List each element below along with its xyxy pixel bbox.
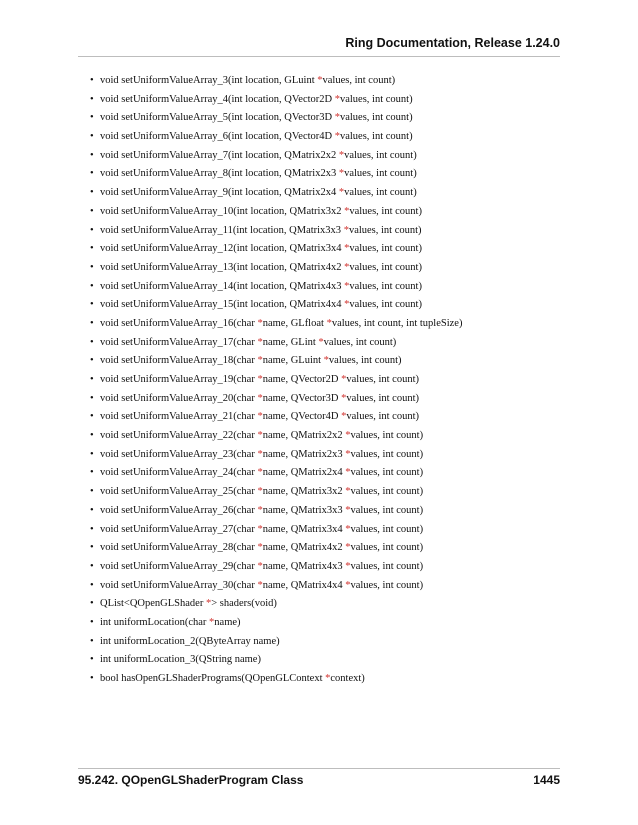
bullet-icon: • xyxy=(90,317,94,329)
bullet-icon: • xyxy=(90,542,94,554)
signature-text: bool hasOpenGLShaderPrograms(QOpenGLContext xyxy=(100,673,326,684)
list-item xyxy=(90,670,462,689)
signature-text: values, int count) xyxy=(350,467,424,479)
list-item xyxy=(90,371,462,390)
bullet-icon: • xyxy=(90,168,94,180)
signature-text: values, int count) xyxy=(350,430,424,442)
list-item xyxy=(90,558,462,577)
signature-text: void setUniformValueArray_17(char xyxy=(100,336,258,348)
pointer-asterisk: * xyxy=(334,112,340,124)
pointer-asterisk: * xyxy=(257,579,263,591)
signature-text: name, QMatrix2x2 xyxy=(262,430,346,442)
signature-text: name, QMatrix3x2 xyxy=(262,486,346,498)
signature-text: values, int count) xyxy=(322,75,396,86)
pointer-asterisk: * xyxy=(345,523,351,535)
signature-text: values, int count) xyxy=(350,542,424,554)
signature-text: context) xyxy=(330,673,365,684)
list-item xyxy=(90,464,462,483)
signature-text: values, int count) xyxy=(339,131,413,143)
signature-text: name, QMatrix2x4 xyxy=(262,467,346,479)
signature-text: name, QVector4D xyxy=(262,411,342,423)
pointer-asterisk: * xyxy=(257,523,263,535)
list-item xyxy=(90,334,462,353)
list-item xyxy=(90,577,462,596)
pointer-asterisk: * xyxy=(344,243,350,255)
pointer-asterisk: * xyxy=(338,187,345,199)
pointer-asterisk: * xyxy=(257,542,263,554)
list-item xyxy=(90,184,462,203)
list-item xyxy=(90,408,462,427)
bullet-icon: • xyxy=(90,579,94,591)
signature-text: void setUniformValueArray_4(int location, QVector2D xyxy=(100,93,335,105)
signature-text: name, QMatrix4x3 xyxy=(262,560,346,572)
signature-text: void setUniformValueArray_11(int location, QMatrix3x3 xyxy=(100,224,344,236)
list-item xyxy=(90,203,462,222)
signature-text: values, int count) xyxy=(339,112,413,124)
signature-text: void setUniformValueArray_28(char xyxy=(100,542,258,554)
list-item xyxy=(90,109,462,128)
signature-text: name, QMatrix4x2 xyxy=(262,542,346,554)
list-item xyxy=(90,446,462,465)
signature-text: int uniformLocation_3(QString name) xyxy=(100,654,261,666)
signature-text: values, int count) xyxy=(350,448,424,460)
signature-text: values, int count, int tupleSize) xyxy=(331,317,463,329)
signature-text: void setUniformValueArray_21(char xyxy=(100,411,258,423)
list-item xyxy=(90,165,462,184)
list-item xyxy=(90,614,462,633)
signature-text: void setUniformValueArray_15(int location, QMatrix4x4 xyxy=(100,299,345,311)
signature-text: void setUniformValueArray_26(char xyxy=(100,504,258,516)
pointer-asterisk: * xyxy=(345,579,351,591)
signature-text: values, int count) xyxy=(350,504,424,516)
bullet-icon: • xyxy=(90,523,94,535)
signature-text: void setUniformValueArray_30(char xyxy=(100,579,258,591)
bullet-icon: • xyxy=(90,504,94,516)
bullet-icon: • xyxy=(90,355,94,367)
signature-text: void setUniformValueArray_23(char xyxy=(100,448,258,460)
list-item xyxy=(90,483,462,502)
pointer-asterisk: * xyxy=(345,430,351,442)
list-item xyxy=(90,128,462,147)
pointer-asterisk: * xyxy=(257,411,263,423)
signature-text: values, int count) xyxy=(346,374,419,385)
pointer-asterisk: * xyxy=(345,504,351,516)
list-item xyxy=(90,390,462,409)
pointer-asterisk: * xyxy=(205,598,212,610)
list-item xyxy=(90,91,462,110)
signature-text: values, int count) xyxy=(349,299,422,311)
signature-text: void setUniformValueArray_29(char xyxy=(100,560,258,572)
signature-text: void setUniformValueArray_9(int location, QMatrix2x4 xyxy=(100,187,339,199)
signature-text: values, int count) xyxy=(349,261,422,273)
bullet-icon: • xyxy=(90,280,94,292)
signature-text: values, int count) xyxy=(344,149,417,161)
signature-text: void setUniformValueArray_16(char xyxy=(100,317,258,329)
header-rule xyxy=(78,56,560,57)
signature-text: name, GLfloat xyxy=(262,317,327,329)
signature-text: name, QMatrix4x4 xyxy=(262,579,346,591)
bullet-icon: • xyxy=(90,224,94,236)
bullet-icon: • xyxy=(90,635,94,647)
signature-text: void setUniformValueArray_7(int location, QMatrix2x2 xyxy=(100,149,339,161)
pointer-asterisk: * xyxy=(257,392,263,404)
signature-text: void setUniformValueArray_14(int location, QMatrix4x3 xyxy=(100,280,345,292)
pointer-asterisk: * xyxy=(257,336,263,348)
pointer-asterisk: * xyxy=(318,336,324,348)
header-title: Ring Documentation, Release 1.24.0 xyxy=(345,36,560,50)
bullet-icon: • xyxy=(90,93,94,105)
list-item xyxy=(90,147,462,166)
signature-text: name, GLint xyxy=(262,336,319,348)
signature-text: values, int count) xyxy=(350,486,424,498)
pointer-asterisk: * xyxy=(341,411,347,423)
signature-text: values, int count) xyxy=(349,205,422,217)
method-list xyxy=(90,72,462,689)
signature-text: void setUniformValueArray_10(int location, QMatrix3x2 xyxy=(100,205,345,217)
signature-text: int uniformLocation_2(QByteArray name) xyxy=(100,635,280,647)
pointer-asterisk: * xyxy=(344,205,350,217)
bullet-icon: • xyxy=(90,112,94,124)
signature-text: name, QVector3D xyxy=(262,392,342,404)
bullet-icon: • xyxy=(90,149,94,161)
signature-text: void setUniformValueArray_8(int location, QMatrix2x3 xyxy=(100,168,339,180)
signature-text: void setUniformValueArray_12(int location, QMatrix3x4 xyxy=(100,243,345,255)
pointer-asterisk: * xyxy=(334,131,340,143)
bullet-icon: • xyxy=(90,243,94,255)
signature-text: values, int count) xyxy=(349,280,422,292)
signature-text: values, int count) xyxy=(350,523,424,535)
signature-text: name) xyxy=(214,616,241,628)
pointer-asterisk: * xyxy=(257,504,263,516)
list-item xyxy=(90,651,462,670)
bullet-icon: • xyxy=(90,467,94,479)
signature-text: name, QMatrix2x3 xyxy=(262,448,346,460)
signature-text: name, QMatrix3x4 xyxy=(262,523,346,535)
pointer-asterisk: * xyxy=(345,486,351,498)
signature-text: values, int count) xyxy=(350,579,424,591)
bullet-icon: • xyxy=(90,75,94,86)
pointer-asterisk: * xyxy=(257,355,263,367)
bullet-icon: • xyxy=(90,299,94,311)
signature-text: void setUniformValueArray_22(char xyxy=(100,430,258,442)
pointer-asterisk: * xyxy=(257,317,263,329)
signature-text: void setUniformValueArray_6(int location, QVector4D xyxy=(100,131,335,143)
signature-text: values, int count) xyxy=(350,560,424,572)
pointer-asterisk: * xyxy=(209,616,215,628)
pointer-asterisk: * xyxy=(323,355,329,367)
page-number: 1445 xyxy=(533,773,560,787)
bullet-icon: • xyxy=(90,131,94,143)
pointer-asterisk: * xyxy=(257,448,263,460)
list-item xyxy=(90,222,462,241)
signature-text: QList<QOpenGLShader xyxy=(100,598,206,610)
list-item xyxy=(90,278,462,297)
pointer-asterisk: * xyxy=(338,168,345,180)
signature-text: void setUniformValueArray_25(char xyxy=(100,486,258,498)
bullet-icon: • xyxy=(90,560,94,572)
pointer-asterisk: * xyxy=(345,467,351,479)
signature-text: values, int count) xyxy=(339,93,413,105)
signature-text: void setUniformValueArray_5(int location, QVector3D xyxy=(100,112,335,124)
list-item xyxy=(90,72,462,91)
bullet-icon: • xyxy=(90,654,94,666)
signature-text: void setUniformValueArray_19(char xyxy=(100,374,258,385)
pointer-asterisk: * xyxy=(341,392,347,404)
list-item xyxy=(90,633,462,652)
footer-section-title: 95.242. QOpenGLShaderProgram Class xyxy=(78,773,304,787)
signature-text: > shaders(void) xyxy=(211,598,277,610)
list-item xyxy=(90,427,462,446)
pointer-asterisk: * xyxy=(334,93,340,105)
pointer-asterisk: * xyxy=(344,299,350,311)
signature-text: values, int count) xyxy=(346,392,419,404)
bullet-icon: • xyxy=(90,486,94,498)
signature-text: void setUniformValueArray_24(char xyxy=(100,467,258,479)
signature-text: void setUniformValueArray_3(int location, GLuint xyxy=(100,75,318,86)
pointer-asterisk: * xyxy=(257,467,263,479)
bullet-icon: • xyxy=(90,430,94,442)
bullet-icon: • xyxy=(90,448,94,460)
bullet-icon: • xyxy=(90,411,94,423)
pointer-asterisk: * xyxy=(344,261,350,273)
signature-text: values, int count) xyxy=(328,355,402,367)
pointer-asterisk: * xyxy=(317,75,323,86)
footer-rule xyxy=(78,768,560,769)
signature-text: values, int count) xyxy=(348,224,422,236)
signature-text: void setUniformValueArray_27(char xyxy=(100,523,258,535)
signature-text: values, int count) xyxy=(344,187,417,199)
pointer-asterisk: * xyxy=(341,374,347,385)
list-item xyxy=(90,240,462,259)
bullet-icon: • xyxy=(90,187,94,199)
pointer-asterisk: * xyxy=(345,560,351,572)
signature-text: name, QMatrix3x3 xyxy=(262,504,346,516)
bullet-icon: • xyxy=(90,673,94,684)
bullet-icon: • xyxy=(90,336,94,348)
bullet-icon: • xyxy=(90,261,94,273)
signature-text: values, int count) xyxy=(346,411,419,423)
signature-text: name, QVector2D xyxy=(262,374,342,385)
signature-text: int uniformLocation(char xyxy=(100,616,210,628)
list-item xyxy=(90,539,462,558)
signature-text: void setUniformValueArray_20(char xyxy=(100,392,258,404)
list-item xyxy=(90,315,462,334)
pointer-asterisk: * xyxy=(326,317,332,329)
pointer-asterisk: * xyxy=(257,374,263,385)
list-item xyxy=(90,502,462,521)
pointer-asterisk: * xyxy=(345,448,351,460)
bullet-icon: • xyxy=(90,205,94,217)
list-item xyxy=(90,595,462,614)
bullet-icon: • xyxy=(90,392,94,404)
list-item xyxy=(90,521,462,540)
pointer-asterisk: * xyxy=(338,149,345,161)
pointer-asterisk: * xyxy=(345,542,351,554)
pointer-asterisk: * xyxy=(325,673,331,684)
list-item xyxy=(90,352,462,371)
bullet-icon: • xyxy=(90,616,94,628)
signature-text: void setUniformValueArray_18(char xyxy=(100,355,258,367)
pointer-asterisk: * xyxy=(344,280,350,292)
signature-text: values, int count) xyxy=(344,168,417,180)
signature-text: values, int count) xyxy=(349,243,422,255)
bullet-icon: • xyxy=(90,598,94,610)
list-item xyxy=(90,296,462,315)
signature-text: values, int count) xyxy=(323,336,397,348)
pointer-asterisk: * xyxy=(257,430,263,442)
bullet-icon: • xyxy=(90,374,94,385)
pointer-asterisk: * xyxy=(257,486,263,498)
signature-text: void setUniformValueArray_13(int location, QMatrix4x2 xyxy=(100,261,345,273)
list-item xyxy=(90,259,462,278)
pointer-asterisk: * xyxy=(343,224,349,236)
signature-text: name, GLuint xyxy=(262,355,324,367)
pointer-asterisk: * xyxy=(257,560,263,572)
